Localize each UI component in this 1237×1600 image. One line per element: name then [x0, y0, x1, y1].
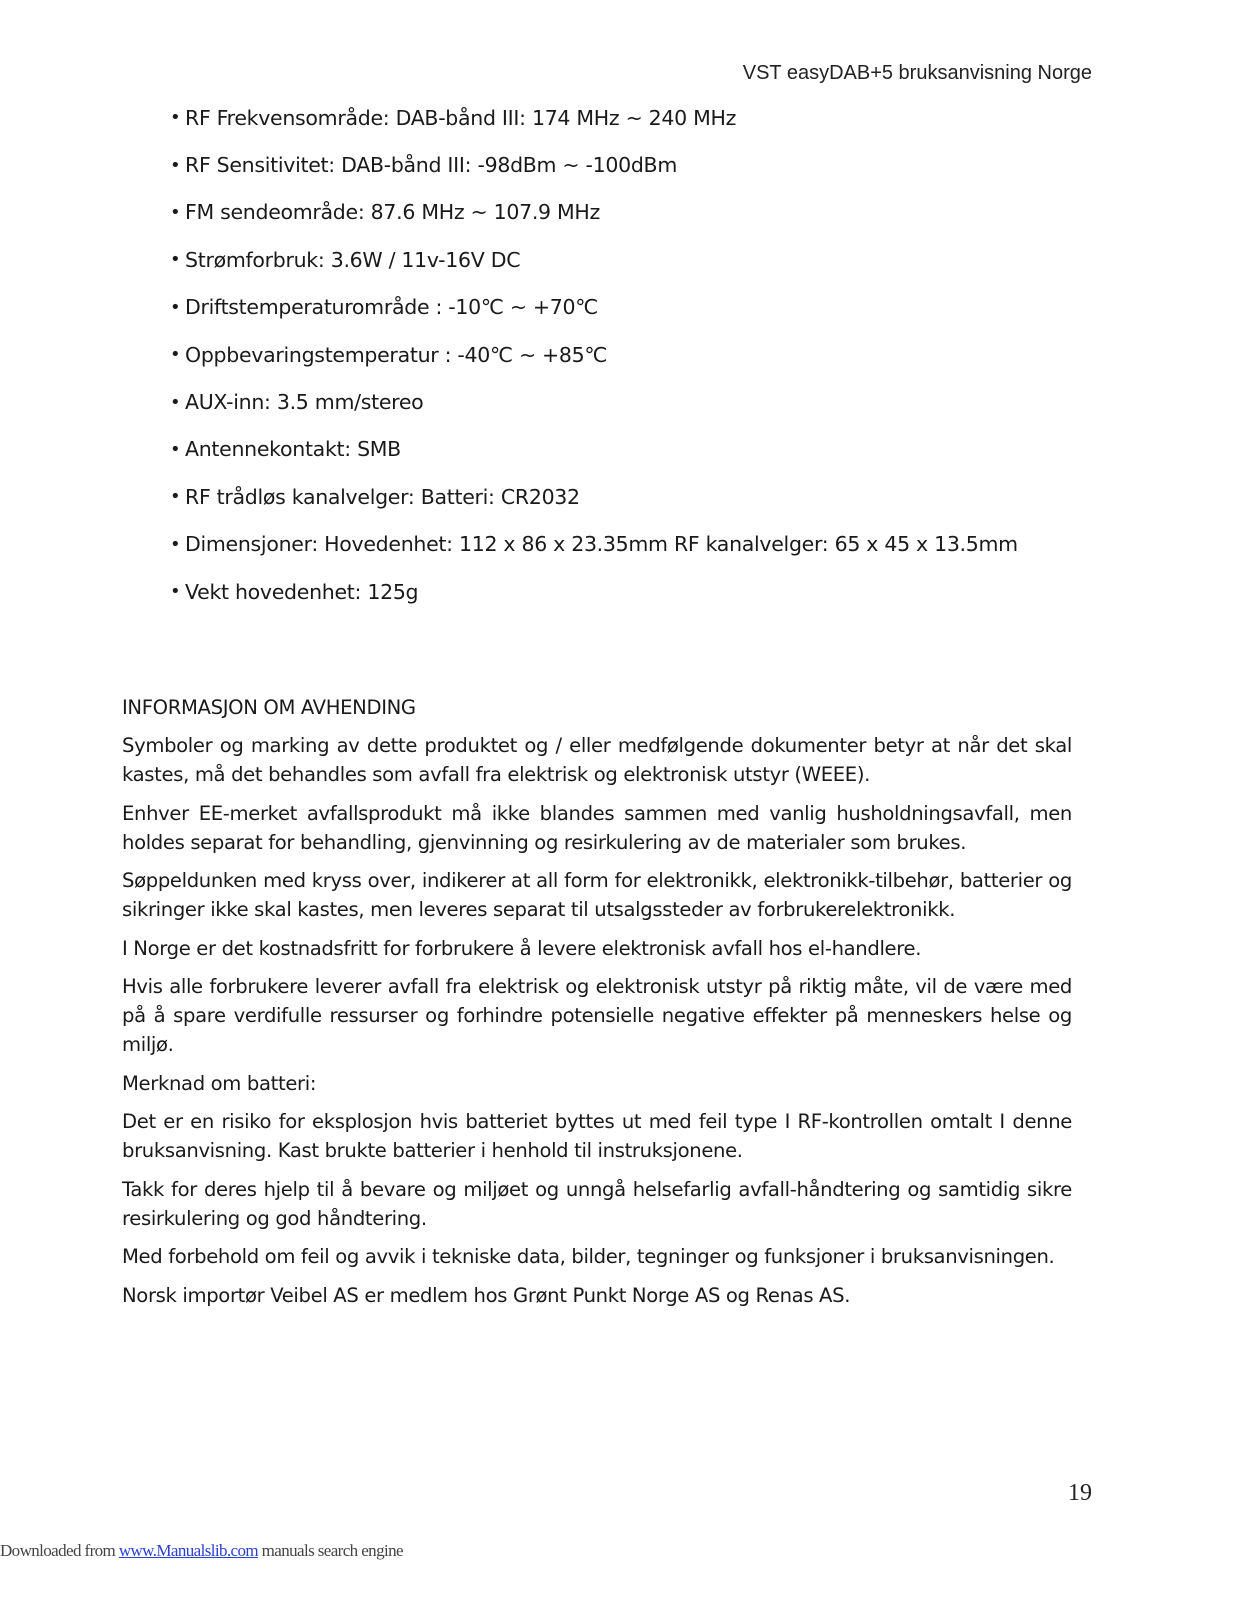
disposal-paragraph: Det er en risiko for eksplosjon hvis batteriet byttes ut med feil type I RF-kontrollen omtalt I denne bruksanvisning. Kast brukte batterier i henhold til instruksjonene.: [122, 1110, 1072, 1162]
disposal-paragraph: I Norge er det kostnadsfritt for forbrukere å levere elektronisk avfall hos el-handlere.: [122, 936, 922, 960]
bullet-icon: •: [170, 486, 181, 508]
spec-text: Driftstemperaturområde : -10℃ ~ +70℃: [185, 295, 598, 320]
disposal-section: [122, 693, 1072, 1319]
disposal-paragraph: Symboler og marking av dette produktet og / eller medfølgende dokumenter betyr at når det skal kastes, må det behandles som avfall fra elektrisk og elektronisk utstyr (WEEE).: [122, 734, 1072, 786]
spec-item: [170, 236, 1018, 283]
spec-text: AUX-inn: 3.5 mm/stereo: [185, 390, 424, 415]
disposal-paragraph: Hvis alle forbrukere leverer avfall fra elektrisk og elektronisk utstyr på riktig måte, vil de være med på å spare verdifulle ressurser og forhindre potensielle negative effekter på menneskers helse og miljø.: [122, 975, 1072, 1056]
spec-item: [170, 284, 1018, 331]
disposal-paragraph: Med forbehold om feil og avvik i tekniske data, bilder, tegninger og funksjoner i bruksanvisningen.: [122, 1245, 1055, 1268]
bullet-icon: •: [170, 107, 181, 129]
spec-text: Antennekontakt: SMB: [185, 437, 401, 462]
document-header-title: VST easyDAB+5 bruksanvisning Norge: [742, 62, 1092, 84]
bullet-icon: •: [170, 438, 181, 460]
footer-prefix: Downloaded from: [0, 1541, 119, 1560]
page-number: 19: [1068, 1480, 1092, 1506]
spec-item: [170, 378, 1018, 425]
spec-text: RF Frekvensområde: DAB-bånd III: 174 MHz ~ 240 MHz: [185, 105, 737, 130]
spec-text: FM sendeområde: 87.6 MHz ~ 107.9 MHz: [185, 200, 600, 225]
spec-list: [170, 94, 1018, 615]
spec-item: [170, 141, 1018, 188]
spec-item: [170, 473, 1018, 520]
bullet-icon: •: [170, 581, 181, 603]
spec-item: [170, 426, 1018, 473]
footer-suffix: manuals search engine: [258, 1541, 403, 1560]
spec-text: Strømforbruk: 3.6W / 11v-16V DC: [185, 247, 521, 272]
battery-note-heading: Merknad om batteri:: [122, 1071, 317, 1095]
spec-text: Dimensjoner: Hovedenhet: 112 x 86 x 23.35mm RF kanalvelger: 65 x 45 x 13.5mm: [185, 532, 1018, 557]
spec-item: [170, 521, 1018, 568]
disposal-heading: INFORMASJON OM AVHENDING: [122, 696, 416, 719]
disposal-paragraph: Søppeldunken med kryss over, indikerer at all form for elektronikk, elektronikk-tilbehør, batterier og sikringer ikke skal kastes, men leveres separat til utsalgssteder av forbrukerelektronikk.: [122, 869, 1072, 921]
spec-item: [170, 94, 1018, 141]
download-footer: [0, 1541, 403, 1561]
spec-text: Vekt hovedenhet: 125g: [185, 579, 419, 604]
spec-text: RF Sensitivitet: DAB-bånd III: -98dBm ~ -100dBm: [185, 153, 677, 178]
disposal-paragraph: Enhver EE-merket avfallsprodukt må ikke blandes sammen med vanlig husholdningsavfall, men holdes separat for behandling, gjenvinning og resirkulering av de materialer som brukes.: [122, 801, 1072, 854]
manualslib-link[interactable]: www.Manualslib.com: [118, 1541, 259, 1560]
spec-item: [170, 331, 1018, 378]
spec-item: [170, 189, 1018, 236]
bullet-icon: •: [170, 154, 181, 176]
spec-item: [170, 568, 1018, 615]
bullet-icon: •: [170, 391, 181, 413]
bullet-icon: •: [170, 249, 181, 271]
bullet-icon: •: [170, 344, 181, 366]
spec-text: Oppbevaringstemperatur : -40℃ ~ +85℃: [185, 342, 608, 367]
bullet-icon: •: [170, 201, 181, 223]
bullet-icon: •: [170, 533, 181, 555]
bullet-icon: •: [170, 296, 181, 318]
disposal-paragraph: Norsk importør Veibel AS er medlem hos Grønt Punkt Norge AS og Renas AS.: [122, 1283, 851, 1307]
spec-text: RF trådløs kanalvelger: Batteri: CR2032: [185, 484, 580, 509]
disposal-paragraph: Takk for deres hjelp til å bevare og miljøet og unngå helsefarlig avfall-håndtering og samtidig sikre resirkulering og god håndtering.: [122, 1177, 1072, 1230]
